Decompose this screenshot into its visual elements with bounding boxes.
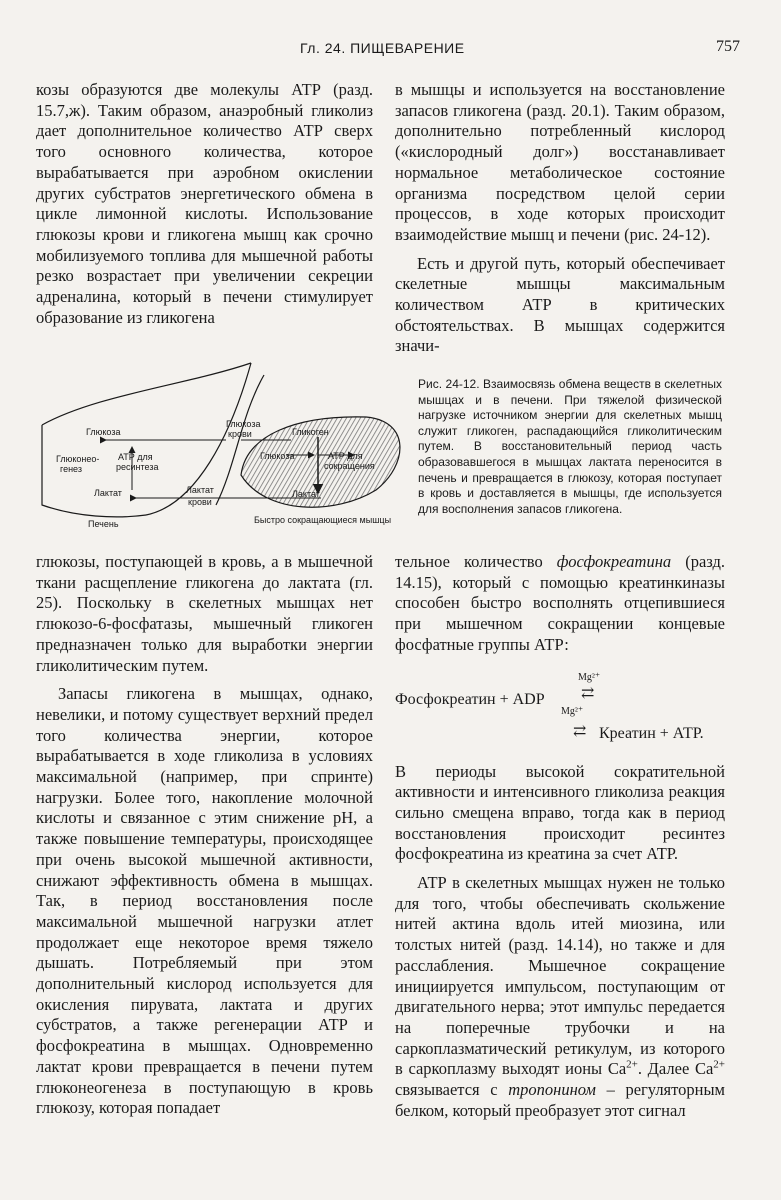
right-column-bottom (395, 552, 725, 1121)
equation-right-side: Креатин + АТР. (599, 724, 704, 742)
figure-label: Глюкоза (260, 451, 295, 461)
equilibrium-arrow-icon: ⇄ (581, 684, 595, 702)
equation-catalyst: Mg²⁺ (578, 671, 601, 683)
paragraph: в мышцы и используется на восстановление запасов гликогена (разд. 20.1). Таким образом, дополнительно потребленный кислород («кислородный долг») восстанавливает нормальное метаболическое состояние организма посредством целой серии процессов, в ходе которых происходит взаимодействие мышц и печени (рис. 24-12). (395, 80, 725, 244)
running-header: Гл. 24. ПИЩЕВАРЕНИЕ (300, 40, 465, 56)
paragraph: глюкозы, поступающей в кровь, а в мышечной ткани расщепление гликогена до лактата (гл. 25). Поскольку в скелетных мышцах нет глюкозо-6-фосфатазы, мышечный гликоген предназначен только для выработки энергии гликолитическим путем. (36, 552, 373, 675)
paragraph: Есть и другой путь, который обеспечивает скелетные мышцы максимальным количеством АТР в критических обстоятельствах. В мышцах содержится значи- (395, 253, 725, 356)
ion-calcium: $Ca^{2+}$ (607, 1058, 638, 1079)
figure-label: генез (60, 464, 82, 474)
reaction-equation (395, 666, 725, 748)
paragraph: тельное количество фосфокреатина (разд. 14.15), который с помощью креатинкиназы способен быстро восполнять отцепившиеся при мышечном сокращении концевые фосфатные группы АТР: (395, 552, 726, 654)
figure-label: Печень (88, 519, 119, 529)
figure-label: Лактат (292, 489, 320, 499)
left-column-top (36, 80, 373, 328)
figure-label: АТР для (328, 451, 363, 461)
left-column-bottom (36, 552, 373, 1119)
paragraph: Запасы гликогена в мышцах, однако, невелики, и потому существует верхний предел того количества энергии, которое вырабатывается в ходе гликолиза в условиях максимальной (например, при спринте) нагрузки. Более того, накопление молочной кислоты и связанное с этим снижение pH, а также повышение температуры, происходящее при очень высокой мышечной активности, снижают эффективность обмена в мышцах. Так, в период восстановления после максимальной мышечной нагрузки атлет продолжает еще некоторое время тяжело дышать. Потребляемый при этом дополнительный кислород используется для окисления пирувата, лактата и других субстратов, а также регенерации АТР и фосфокреатина в мышцах. Одновременно лактат крови превращается в печени путем глюконеогенеза в поступающую в кровь глюкозу, которая попадает (36, 684, 373, 1118)
figure-label: Глюконео- (56, 454, 100, 464)
figure-label: Лактат (94, 488, 122, 498)
right-column-top (395, 80, 725, 357)
figure-24-12-diagram (36, 355, 416, 545)
term-troponin: тропонином (508, 1080, 596, 1100)
equation-left-side: Фосфокреатин + ADP (395, 690, 545, 708)
paragraph: АТР в скелетных мышцах нужен не только для того, чтобы обеспечивать скольжение нитей актина вдоль итей миозина, или толстых нитей (разд. 14.14), но также и для расслабления. Мышечное сокращение инициируется импульсом, поступающим от двигательного нерва; этот импульс передается на поперечные трубочки и на саркоплазматический ретикулум, из которого в саркоплазму выходят ионы $Ca^{2+}$. Далее $Ca^{2+}$ связывается с тропонином – регуляторным белком, который преобразует этот сигнал (395, 873, 725, 1120)
liver-outline (42, 363, 251, 425)
figure-label: АТР для (118, 452, 153, 462)
figure-label: Лактат (186, 485, 214, 495)
figure-label: ресинтеза (116, 462, 159, 472)
paragraph: В периоды высокой сократительной активности и интенсивного гликолиза реакция сильно смещена вправо, тогда как в период восстановления происходит ресинтез фосфокреатина из креатина за счет АТР. (395, 761, 725, 864)
paragraph: козы образуются две молекулы АТР (разд. 15.7,ж). Таким образом, анаэробный гликолиз дает дополнительное количество АТР сверх того основного количества, которое вырабатывается при аэробном окислении других субстратов энергетического обмена в цикле лимонной кислоты. Использование глюкозы крови и гликогена мышц как срочно мобилизуемого топлива для мышечной работы резко возрастает при увеличении секреции адреналина, который в печени стимулирует образование из гликогена (36, 80, 373, 327)
term-phosphocreatine: фосфокреатина (556, 552, 672, 571)
equilibrium-arrow-icon: ⇄ (573, 722, 587, 740)
figure-label: Гликоген (292, 427, 329, 437)
figure-label: сокращения (324, 461, 375, 471)
figure-label: крови (228, 429, 252, 439)
figure-label: крови (188, 497, 212, 507)
equation-catalyst: Mg²⁺ (561, 705, 584, 717)
figure-label: Глюкоза (226, 419, 261, 429)
page-number: 757 (716, 38, 740, 55)
figure-label: Быстро сокращающиеся мышцы (254, 515, 392, 525)
figure-caption: Рис. 24-12. Взаимосвязь обмена веществ в скелетных мышцах и в печени. При тяжелой физической нагрузке источником энергии для скелетных мышц служит гликоген, распадающийся гликолитическим путем. В восстановительный период часть образовавшегося в мышцах лактата переносится в печень и превращается в глюкозу, которая поступает в кровь и доставляется в мышцы, где используется для восполнения запасов гликогена. (418, 377, 722, 516)
figure-label: Глюкоза (86, 427, 121, 437)
ion-calcium: $Ca^{2+}$ (694, 1058, 725, 1079)
